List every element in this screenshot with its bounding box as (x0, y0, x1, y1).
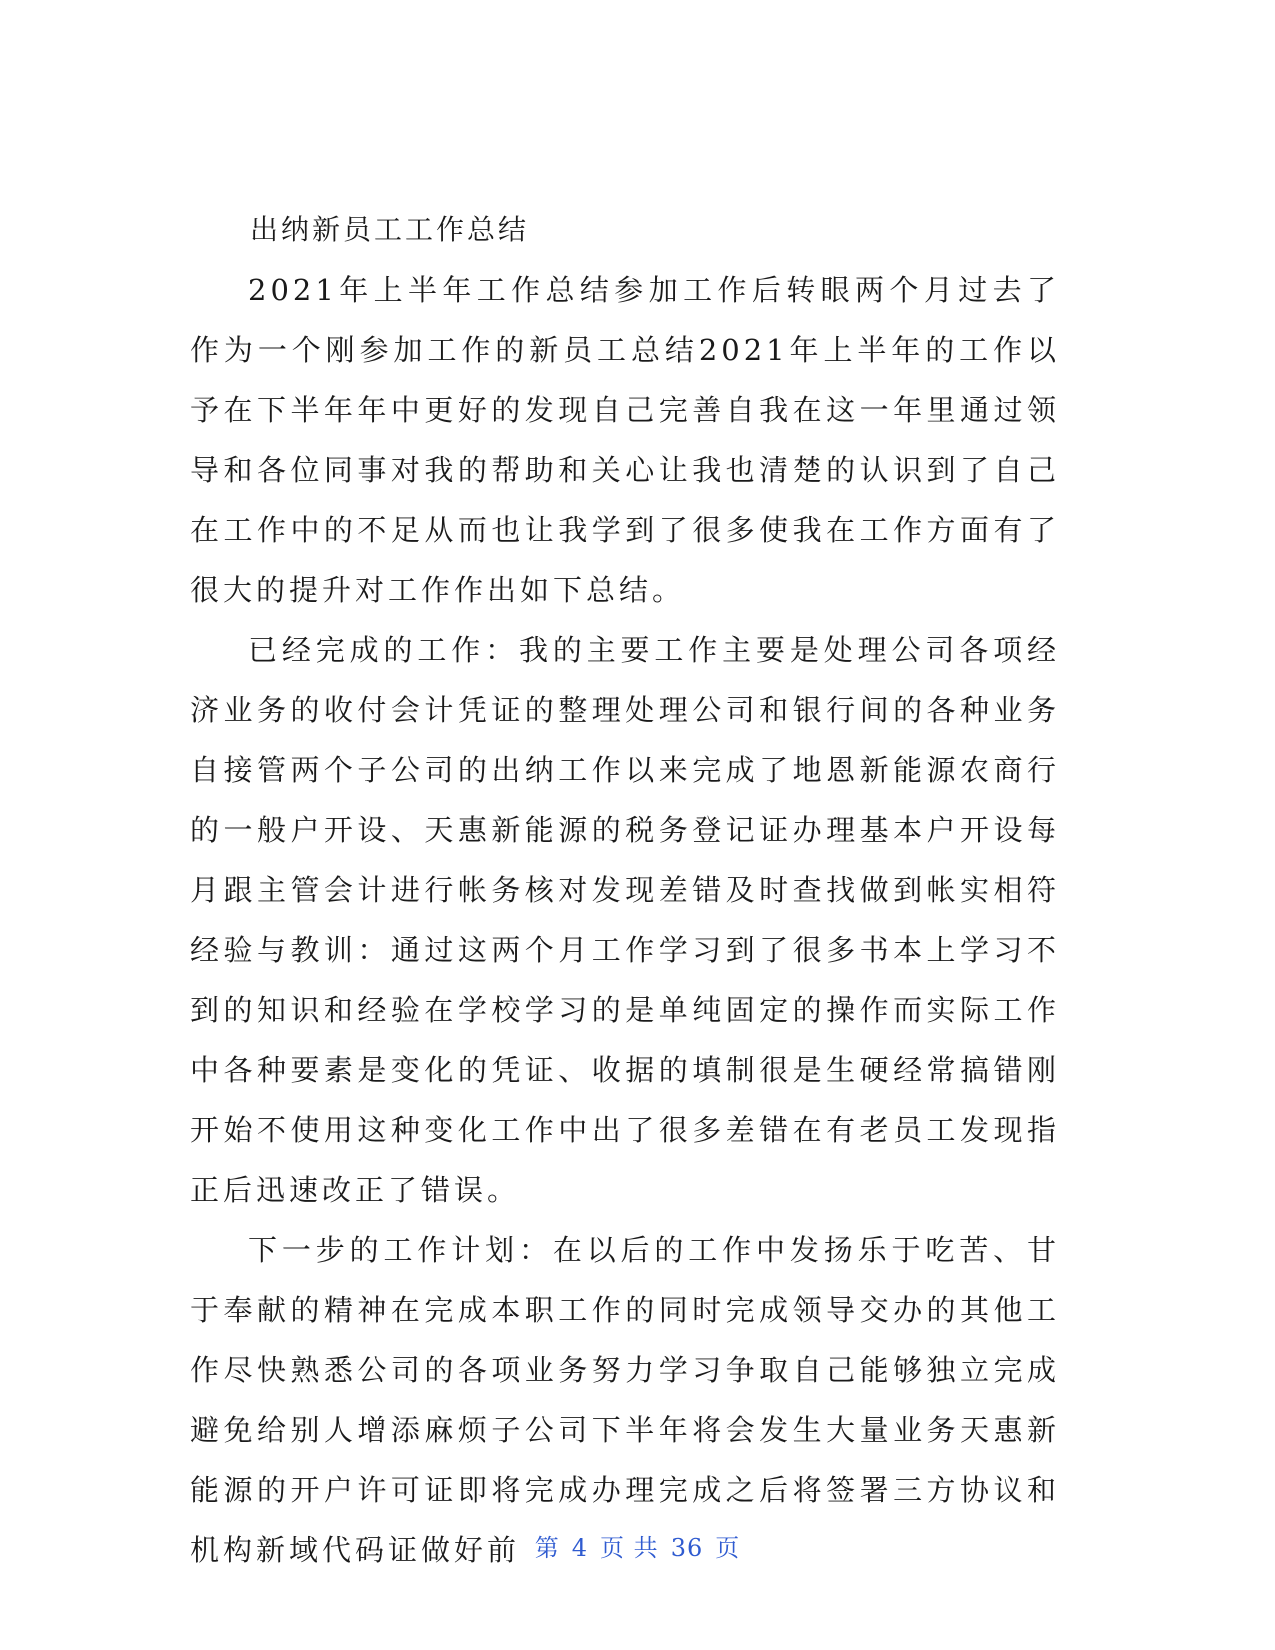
page-number-footer (0, 1532, 1275, 1564)
paragraph-intro: 2021年上半年工作总结参加工作后转眼两个月过去了作为一个刚参加工作的新员工总结2021年上半年的工作以予在下半年年中更好的发现自己完善自我在这一年里通过领导和各位同事对我的帮助和关心让我也清楚的认识到了自己在工作中的不足从而也让我学到了很多使我在工作方面有了很大的提升对工作作出如下总结。 (190, 273, 1060, 607)
document-title: 出纳新员工工作总结 (250, 213, 530, 246)
footer-current-page: 4 (571, 1534, 589, 1562)
footer-middle: 页 共 (600, 1534, 659, 1562)
footer-suffix: 页 (715, 1534, 741, 1562)
footer-total-pages: 36 (670, 1534, 704, 1562)
paragraph-next-plan: 下一步的工作计划：在以后的工作中发扬乐于吃苦、甘于奉献的精神在完成本职工作的同时完成领导交办的其他工作尽快熟悉公司的各项业务努力学习争取自己能够独立完成避免给别人增添麻烦子公司下半年将会发生大量业务天惠新能源的开户许可证即将完成办理完成之后将签署三方协议和机构新域代码证做好前 (190, 1233, 1060, 1567)
document-body (190, 200, 1060, 1580)
paragraph-completed-work: 已经完成的工作：我的主要工作主要是处理公司各项经济业务的收付会计凭证的整理处理公司和银行间的各种业务自接管两个子公司的出纳工作以来完成了地恩新能源农商行的一般户开设、天惠新能源的税务登记证办理基本户开设每月跟主管会计进行帐务核对发现差错及时查找做到帐实相符经验与教训：通过这两个月工作学习到了很多书本上学习不到的知识和经验在学校学习的是单纯固定的操作而实际工作中各种要素是变化的凭证、收据的填制很是生硬经常搞错刚开始不使用这种变化工作中出了很多差错在有老员工发现指正后迅速改正了错误。 (190, 633, 1060, 1207)
footer-prefix: 第 (534, 1534, 560, 1562)
